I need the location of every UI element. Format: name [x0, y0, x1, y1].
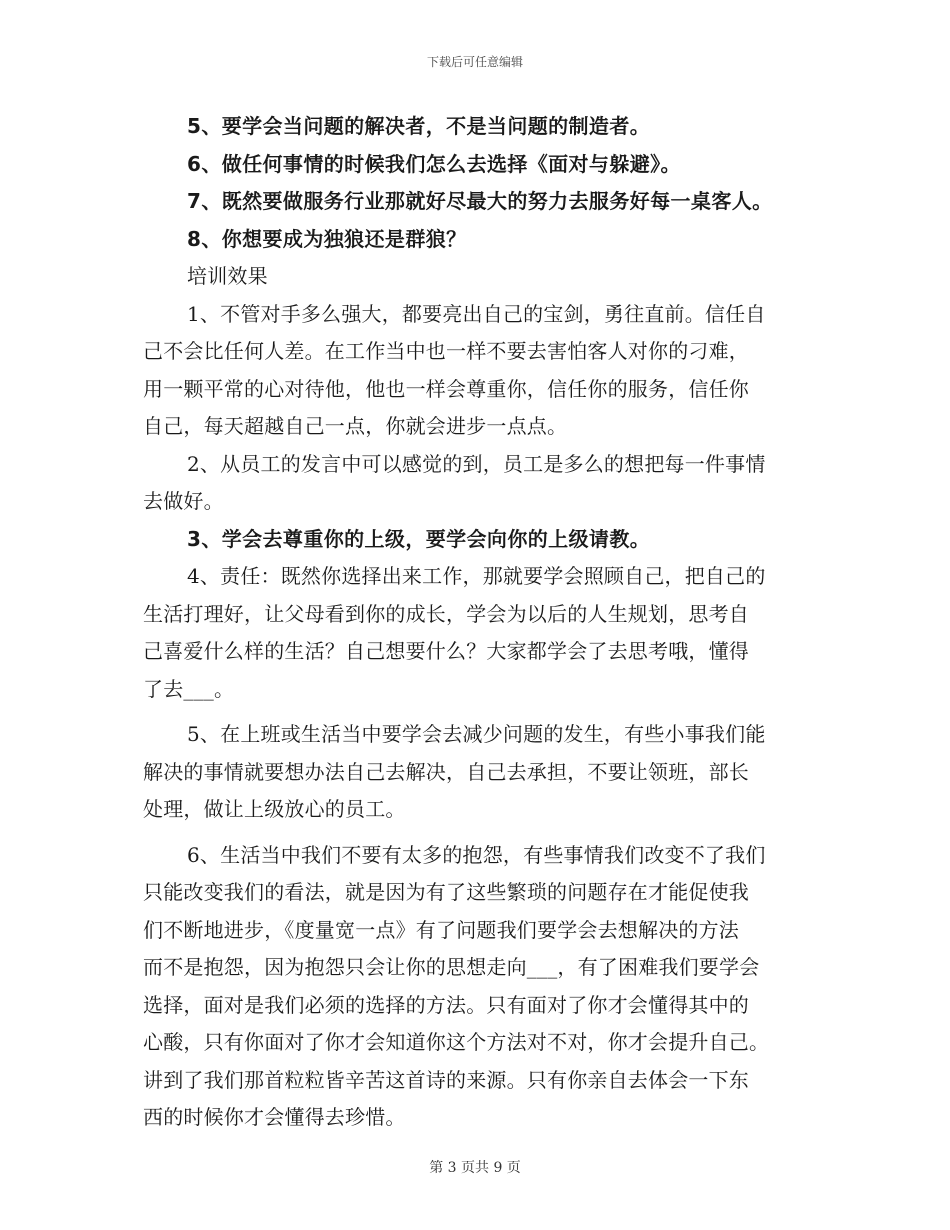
point-8-heading: 8、你想要成为独狼还是群狼？ [187, 226, 467, 251]
paragraph-line: 1、不管对手多么强大，都要亮出自己的宝剑，勇往直前。信任自 [187, 301, 766, 326]
page-header: 下载后可任意编辑 [426, 55, 523, 69]
paragraph-line: 心酸，只有你面对了你才会知道你这个方法对不对，你才会提升自己。 [143, 1030, 770, 1054]
paragraph-line: 己喜爱什么样的生活？自己想要什么？大家都学会了去思考哦，懂得 [143, 639, 749, 663]
paragraph-line: 用一颗平常的心对待他，他也一样会尊重你，信任你的服务，信任你 [143, 376, 749, 401]
paragraph-line: 2、从员工的发言中可以感觉的到，员工是多么的想把每一件事情 [187, 451, 766, 476]
paragraph-line: 选择，面对是我们必须的选择的方法。只有面对了你才会懂得其中的 [143, 992, 749, 1017]
paragraph-line: 而不是抱怨，因为抱怨只会让你的思想走向___，有了困难我们要学会 [143, 955, 760, 979]
paragraph-line: 们不断地进步，《度量宽一点》有了问题我们要学会去想解决的方法 [143, 917, 739, 942]
point-5-heading: 5、要学会当问题的解决者，不是当问题的制造者。 [187, 114, 651, 138]
point-3-heading: 3、学会去尊重你的上级，要学会向你的上级请教。 [187, 526, 651, 551]
paragraph-line: 西的时候你才会懂得去珍惜。 [143, 1105, 406, 1129]
paragraph-line: 生活打理好，让父母看到你的成长，学会为以后的人生规划，思考自 [143, 601, 749, 626]
paragraph-line: 自己，每天超越自己一点，你就会进步一点点。 [143, 414, 568, 438]
document-body [143, 108, 808, 1137]
paragraph-line: 6、生活当中我们不要有太多的抱怨，有些事情我们改变不了我们 [187, 842, 766, 867]
paragraph-line: 己不会比任何人差。在工作当中也一样不要去害怕客人对你的刁难， [143, 339, 749, 363]
point-7-heading: 7、既然要做服务行业那就好尽最大的努力去服务好每一桌客人。 [187, 189, 773, 213]
paragraph-line: 了去___。 [143, 676, 235, 701]
paragraph-line: 去做好。 [143, 489, 224, 513]
section-title-training-effect: 培训效果 [187, 264, 268, 288]
paragraph-line: 5、在上班或生活当中要学会去减少问题的发生，有些小事我们能 [187, 722, 766, 746]
paragraph-line: 只能改变我们的看法，就是因为有了这些繁琐的问题存在才能促使我 [143, 880, 749, 904]
paragraph-line: 讲到了我们那首粒粒皆辛苦这首诗的来源。只有你亲自去体会一下东 [143, 1067, 749, 1092]
paragraph-line: 4、责任：既然你选择出来工作，那就要学会照顾自己，把自己的 [187, 564, 766, 588]
paragraph-line: 处理，做让上级放心的员工。 [143, 797, 406, 821]
point-6-heading: 6、做任何事情的时候我们怎么去选择《面对与躲避》。 [187, 151, 681, 176]
paragraph-line: 解决的事情就要想办法自己去解决，自己去承担，不要让领班，部长 [143, 759, 749, 784]
page-footer: 第 3 页共 9 页 [429, 1160, 521, 1176]
